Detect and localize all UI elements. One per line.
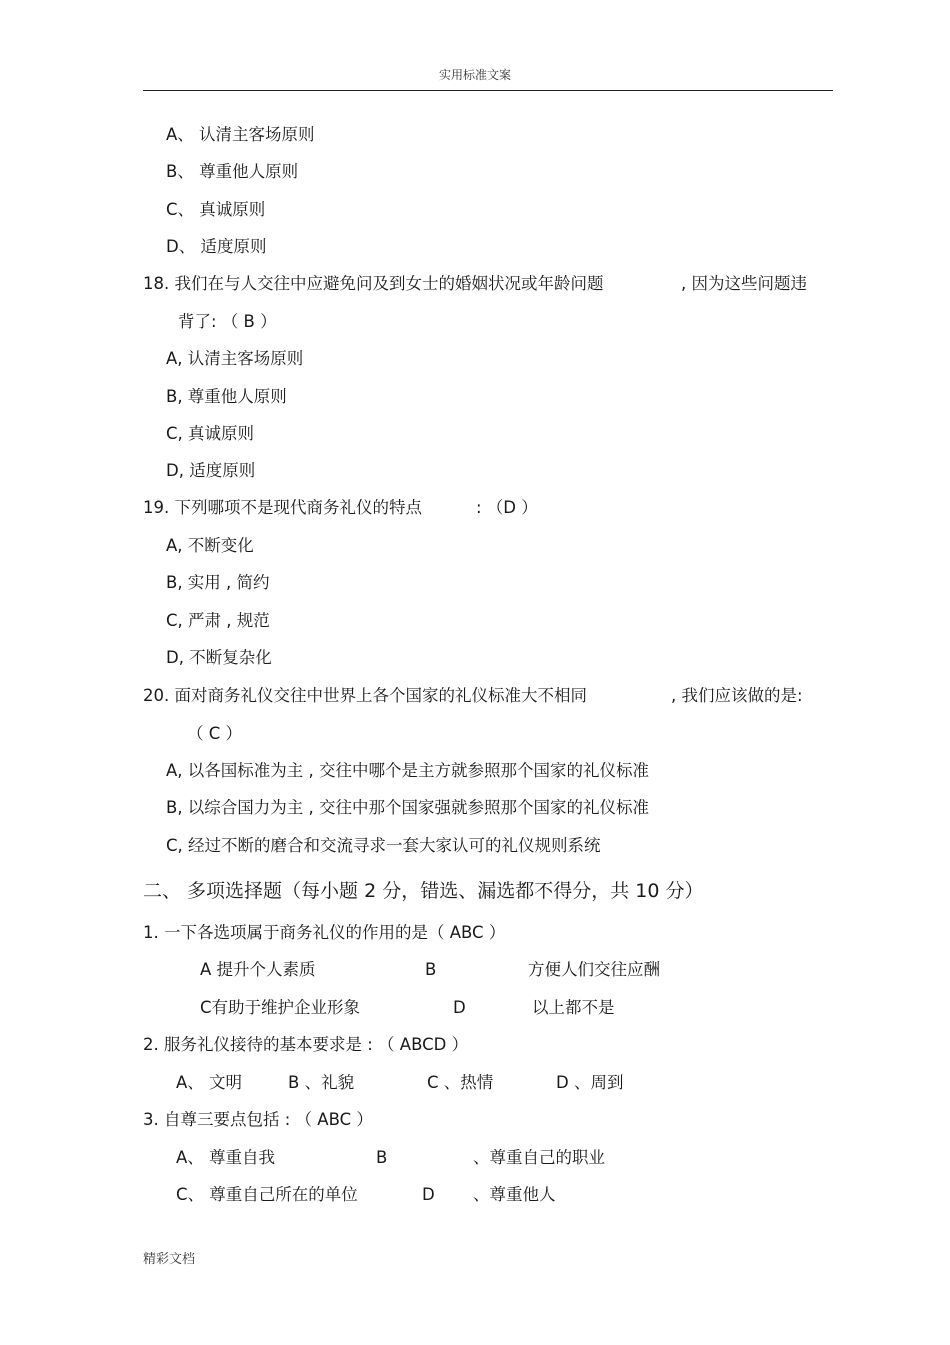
page-footer: 精彩文档 xyxy=(143,1252,196,1267)
m3-option-b-letter: B xyxy=(376,1148,388,1167)
m3-option-a: A、 尊重自我 xyxy=(176,1148,276,1167)
m1-option-c: C有助于维护企业形象 xyxy=(200,998,361,1017)
q20-stem-answer: （ C ） xyxy=(187,724,243,743)
m1-option-b-text: 方便人们交往应酬 xyxy=(528,960,660,979)
q18-stem-answer: 背了: （ B ） xyxy=(178,312,277,331)
q20-option-a: A, 以各国标准为主 , 交往中哪个是主方就参照那个国家的礼仪标准 xyxy=(166,761,650,780)
page-header: 实用标准文案 xyxy=(438,68,511,82)
m3-option-c: C、 尊重自己所在的单位 xyxy=(176,1185,358,1204)
m2-option-c: C 、热情 xyxy=(427,1073,494,1092)
q18-option-a: A, 认清主客场原则 xyxy=(166,349,304,368)
q17-option-a: A、 认清主客场原则 xyxy=(166,125,315,144)
m1-option-b-letter: B xyxy=(425,960,437,979)
q17-option-b: B、 尊重他人原则 xyxy=(166,162,299,181)
m1-option-d-letter: D xyxy=(453,998,466,1017)
q19-option-b: B, 实用 , 简约 xyxy=(166,573,270,592)
q18-option-d: D, 适度原则 xyxy=(166,461,256,480)
m1-option-a: A 提升个人素质 xyxy=(200,960,316,979)
q20-stem: 20. 面对商务礼仪交往中世界上各个国家的礼仪标准大不相同 xyxy=(143,686,587,705)
m3-option-d-letter: D xyxy=(422,1185,435,1204)
m3-option-d-text: 、尊重他人 xyxy=(473,1185,556,1204)
m2-option-d: D 、周到 xyxy=(556,1073,624,1092)
m2-option-b: B 、礼貌 xyxy=(288,1073,355,1092)
header-rule xyxy=(143,90,833,91)
m1-option-d-text: 以上都不是 xyxy=(532,998,615,1017)
m2-option-a: A、 文明 xyxy=(176,1073,243,1092)
m3-stem: 3. 自尊三要点包括 : （ ABC ） xyxy=(143,1110,373,1129)
q20-option-b: B, 以综合国力为主 , 交往中那个国家强就参照那个国家的礼仪标准 xyxy=(166,798,650,817)
q19-option-c: C, 严肃 , 规范 xyxy=(166,611,270,630)
q17-option-c: C、 真诚原则 xyxy=(166,200,266,219)
q19-option-d: D, 不断复杂化 xyxy=(166,648,272,667)
q19-answer: : （D ） xyxy=(476,498,538,517)
q19-stem: 19. 下列哪项不是现代商务礼仪的特点 xyxy=(143,498,422,517)
q18-stem: 18. 我们在与人交往中应避免问及到女士的婚姻状况或年龄问题 xyxy=(143,274,604,293)
q18-option-b: B, 尊重他人原则 xyxy=(166,387,287,406)
q20-stem-tail: , 我们应该做的是: xyxy=(671,686,803,705)
m1-stem: 1. 一下各选项属于商务礼仪的作用的是（ ABC ） xyxy=(143,923,506,942)
m2-stem: 2. 服务礼仪接待的基本要求是 : （ ABCD ） xyxy=(143,1035,469,1054)
q17-option-d: D、 适度原则 xyxy=(166,237,267,256)
section-2-heading: 二、 多项选择题（每小题 2 分，错选、漏选都不得分，共 10 分） xyxy=(143,880,704,902)
m3-option-b-text: 、尊重自己的职业 xyxy=(473,1148,605,1167)
q18-stem-tail: , 因为这些问题违 xyxy=(681,274,807,293)
q19-option-a: A, 不断变化 xyxy=(166,536,254,555)
q18-option-c: C, 真诚原则 xyxy=(166,424,255,443)
q20-option-c: C, 经过不断的磨合和交流寻求一套大家认可的礼仪规则系统 xyxy=(166,836,601,855)
